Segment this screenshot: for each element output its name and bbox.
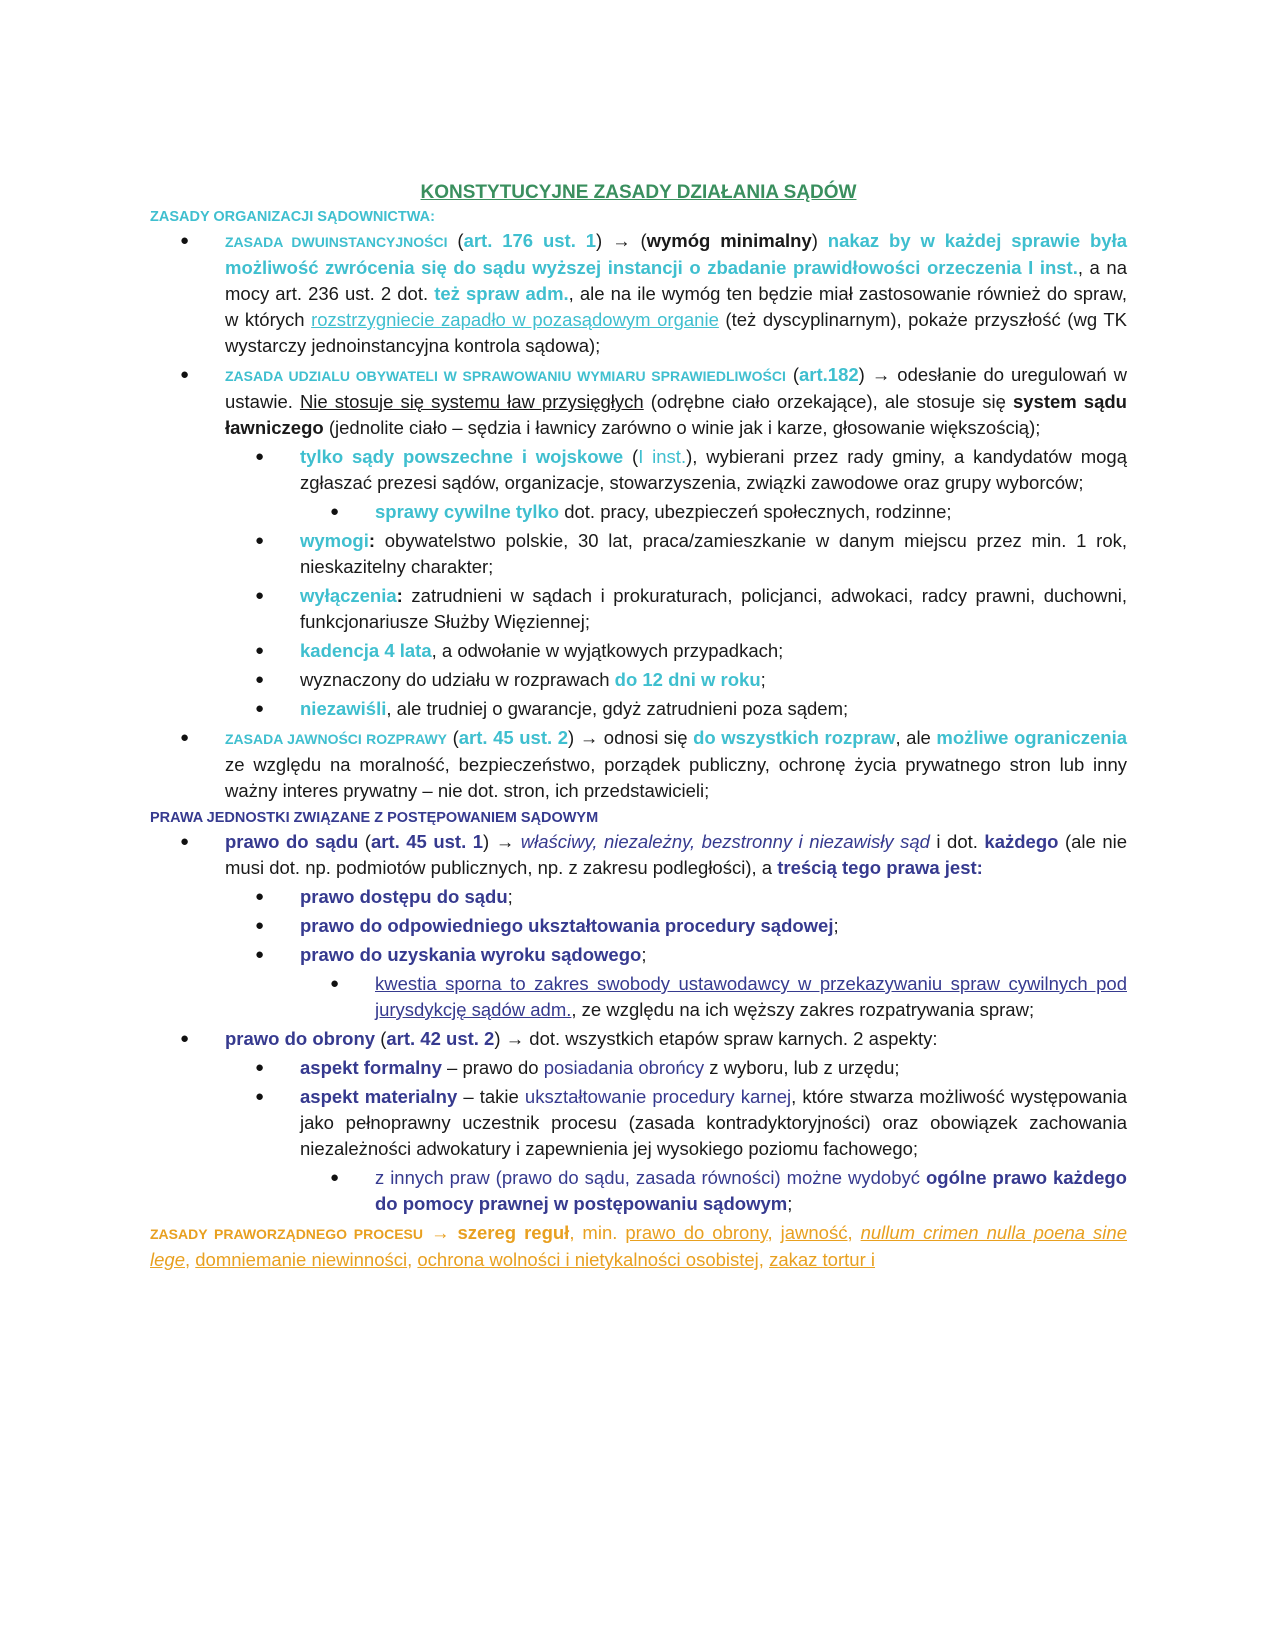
list-item-dwuinstancyjnosc: ● ZASADA DWUINSTANCYJNOŚCI (art. 176 ust. 1) → (wymóg minimalny) nakaz by w każdej sprawie była możliwość zwrócenia się do sądu wyższej instancji o zbadanie prawidłowości orzeczenia I inst., a na mocy art. 236 ust. 2 dot. też spraw adm., ale na ile wymóg ten będzie miał zastosowanie również do spraw, w których rozstrzygniecie zapadło w pozasądowym organie (też dyscyplinarnym), pokaże przyszłość (wg TK wystarczy jednoinstancyjna kontrola sądowa); <box>150 228 1127 359</box>
list-item-jawnosc: ● ZASADA JAWNOŚCI ROZPRAWY (art. 45 ust. 2) → odnosi się do wszystkich rozpraw, ale możliwe ograniczenia ze względu na moralność, bezpieczeństwo, porządek publiczny, ochronę życia prywatnego stron lub inny ważny interes prywatny – nie dot. stron, ich przedstawicieli; <box>150 725 1127 804</box>
paragraph-praworzadny-proces: ZASADY PRAWORZĄDNEGO PROCESU → szereg reguł, min. prawo do obrony, jawność, nullum crimen nulla poena sine lege, domniemanie niewinności, ochrona wolności i nietykalności osobistej, zakaz tortur i <box>150 1222 1127 1270</box>
list-item-procedura-sadowa: ● prawo do odpowiedniego ukształtowania procedury sądowej; <box>150 913 1127 939</box>
list-item-wyrok-sadowy: ● prawo do uzyskania wyroku sądowego; <box>150 942 1127 968</box>
document-body <box>150 180 1127 1273</box>
list-organizacja <box>150 228 1127 804</box>
list-item-wymogi: ● wymogi: obywatelstwo polskie, 30 lat, praca/zamieszkanie w danym miejscu przez min. 1 rok, nieskazitelny charakter; <box>150 528 1127 580</box>
list-item-udzial-obywateli: ● ZASADA UDZIALU OBYWATELI W SPRAWOWANIU WYMIARU SPRAWIEDLIWOŚCI (art.182) → odesłanie do uregulowań w ustawie. Nie stosuje się systemu ław przysięgłych (odrębne ciało orzekające), ale stosuje się system sądu ławniczego (jednolite ciało – sędzia i ławnicy zarówno o winie jak i karze, głosowanie większością); <box>150 362 1127 441</box>
list-item-sprawy-cywilne: ● sprawy cywilne tylko dot. pracy, ubezpieczeń społecznych, rodzinne; <box>150 499 1127 525</box>
list-item-pomoc-prawna: ● z innych praw (prawo do sądu, zasada równości) możne wydobyć ogólne prawo każdego do pomocy prawnej w postępowaniu sądowym; <box>150 1165 1127 1217</box>
list-item-prawo-do-sadu: ● prawo do sądu (art. 45 ust. 1) → właściwy, niezależny, bezstronny i niezawisły sąd i dot. każdego (ale nie musi dot. np. podmiotów publicznych, np. z zakresu podległości), a treścią tego prawa jest: <box>150 829 1127 881</box>
list-item-prawo-do-obrony: ● prawo do obrony (art. 42 ust. 2) → dot. wszystkich etapów spraw karnych. 2 aspekty: <box>150 1026 1127 1052</box>
list-item-aspekt-materialny: ● aspekt materialny – takie ukształtowanie procedury karnej, które stwarza możliwość występowania jako pełnoprawny uczestnik procesu (zasada kontradyktoryjności) oraz obowiązek zachowania niezależności adwokatury i zapewnienia jej wysokiego poziomu fachowego; <box>150 1084 1127 1162</box>
list-item-niezawisli: ● niezawiśli, ale trudniej o gwarancje, gdyż zatrudnieni poza sądem; <box>150 696 1127 722</box>
list-item-sady-powszechne: ● tylko sądy powszechne i wojskowe (I inst.), wybierani przez rady gminy, a kandydatów mogą zgłaszać prezesi sądów, organizacje, stowarzyszenia, związki zawodowe oraz grupy wyborców; <box>150 444 1127 496</box>
page-title: KONSTYTUCYJNE ZASADY DZIAŁANIA SĄDÓW <box>420 182 857 203</box>
list-item-prawo-dostepu: ● prawo dostępu do sądu; <box>150 884 1127 910</box>
list-item-wylaczenia: ● wyłączenia: zatrudnieni w sądach i prokuraturach, policjanci, adwokaci, radcy prawni, duchowni, funkcjonariusze Służby Więziennej; <box>150 583 1127 635</box>
list-item-aspekt-formalny: ● aspekt formalny – prawo do posiadania obrońcy z wyboru, lub z urzędu; <box>150 1055 1127 1081</box>
list-prawa-jednostki <box>150 829 1127 1217</box>
link-pozasadowy-organ[interactable]: rozstrzygniecie zapadło w pozasądowym organie <box>311 309 719 330</box>
section-heading-organizacja: ZASADY ORGANIZACJI SĄDOWNICTWA: <box>150 209 435 225</box>
list-item-wyznaczony: ● wyznaczony do udziału w rozprawach do 12 dni w roku; <box>150 667 1127 693</box>
section-heading-prawa-jednostki: PRAWA JEDNOSTKI ZWIĄZANE Z POSTĘPOWANIEM SĄDOWYM <box>150 810 599 826</box>
list-item-kadencja: ● kadencja 4 lata, a odwołanie w wyjątkowych przypadkach; <box>150 638 1127 664</box>
list-item-kwestia-sporna: ● kwestia sporna to zakres swobody ustawodawcy w przekazywaniu spraw cywilnych pod jurysdykcję sądów adm., ze względu na ich węższy zakres rozpatrywania spraw; <box>150 971 1127 1023</box>
